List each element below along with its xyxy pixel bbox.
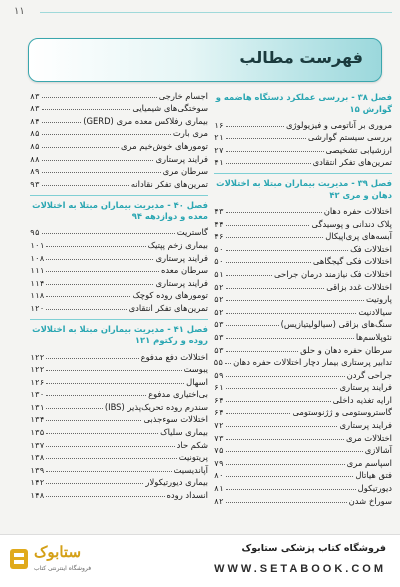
toc-entry-title: نئوپلاسم‌ها (355, 331, 392, 342)
toc-entry-title: آپاندیسیت (173, 464, 208, 475)
dot-leader (46, 471, 171, 472)
toc-entry[interactable] (214, 266, 392, 279)
toc-entry[interactable] (214, 130, 392, 143)
toc-entry[interactable] (214, 417, 392, 430)
toc-entry-page: ۲۱ (214, 133, 224, 143)
toc-entry-title: تمرین‌های تفکر انتقادی (128, 302, 208, 313)
dot-leader (226, 163, 311, 164)
toc-entry[interactable] (30, 387, 208, 400)
toc-entry[interactable] (30, 487, 208, 500)
toc-entry-page: ۱۳۴ (30, 415, 45, 425)
toc-entry-title: اختلالات مری (345, 432, 392, 443)
toc-entry[interactable] (30, 138, 208, 151)
toc-entry[interactable] (214, 480, 392, 493)
toc-entry[interactable] (214, 241, 392, 254)
toc-entry-title: آبسه‌های پری‌اپیکال (325, 231, 392, 242)
toc-entry-title: سنگ‌های بزاقی (سیالولیتیازیس) (280, 319, 392, 330)
toc-entry-title: تدابیر پرستاری بیمار دچار اختلالات حفره دهان (233, 357, 392, 368)
dot-leader (46, 309, 126, 310)
toc-entry-title: مری بارت (172, 128, 208, 139)
toc-entry-page: ۱۲۲ (30, 352, 45, 362)
toc-entry-page: ۵۰ (214, 244, 224, 254)
toc-entry-page: ۲۷ (214, 145, 224, 155)
toc-entry[interactable] (214, 367, 392, 380)
section-divider (30, 319, 208, 320)
toc-entry-page: ۱۱۴ (30, 278, 45, 288)
toc-entry-title: بیماری دیورتیکولار (145, 477, 208, 488)
dot-leader (226, 138, 306, 139)
dot-leader (46, 496, 164, 497)
toc-entry-title: بیماری زخم پپتیک (147, 239, 208, 250)
chapter-heading: فصل ۴۰ - مدیریت بیماران مبتلا به اختلالات معده و دوازدهه ۹۴ (32, 199, 208, 222)
toc-entry-page: ۱۱۱ (30, 266, 45, 276)
dot-leader (226, 388, 338, 389)
toc-entry-page: ۸۰ (214, 471, 224, 481)
toc-entry-title: اختلالات حفره دهان (323, 205, 392, 216)
toc-entry-page: ۴۳ (214, 206, 224, 216)
store-name: فروشگاه کتاب پزشکی ستابوک (241, 543, 386, 554)
toc-entry[interactable] (214, 142, 392, 155)
toc-entry-title: فرایند پرستاری (339, 382, 392, 393)
dot-leader (226, 401, 331, 402)
dot-leader (46, 296, 130, 297)
toc-entry-page: ۸۱ (214, 484, 224, 494)
toc-entry-page: ۸۹ (30, 167, 40, 177)
dot-leader (226, 439, 344, 440)
toc-entry[interactable] (214, 229, 392, 242)
dot-leader (46, 358, 138, 359)
dot-leader (226, 464, 345, 465)
dot-leader (42, 109, 131, 110)
toc-entry-title: سوراخ شدن (348, 495, 392, 506)
toc-entry[interactable] (214, 317, 392, 330)
dot-leader (226, 212, 322, 213)
dot-leader (226, 300, 364, 301)
toc-entry[interactable] (30, 275, 208, 288)
toc-entry-page: ۱۲۰ (30, 303, 45, 313)
dot-leader (226, 502, 347, 503)
toc-entry[interactable] (30, 412, 208, 425)
toc-entry-title: انسداد روده (166, 490, 208, 501)
toc-entry[interactable] (214, 392, 392, 405)
toc-entry-page: ۵۲ (214, 295, 224, 305)
dot-leader (42, 185, 129, 186)
toc-entry[interactable] (214, 304, 392, 317)
dot-leader (226, 237, 324, 238)
toc-entry[interactable] (30, 263, 208, 276)
toc-entry-title: گاستروستومی و ژژنوستومی (292, 407, 392, 418)
dot-leader (46, 420, 141, 421)
dot-leader (42, 233, 175, 234)
top-rule (40, 12, 392, 13)
toc-entry-title: ارزشیابی تشخیصی (325, 144, 392, 155)
toc-entry-page: ۴۶ (214, 232, 224, 242)
toc-entry[interactable] (30, 113, 208, 126)
dot-leader (226, 126, 284, 127)
toc-entry-page: ۱۲۲ (30, 365, 45, 375)
toc-column-right (214, 88, 392, 506)
dot-leader (226, 151, 324, 152)
toc-entry-page: ۷۳ (214, 433, 224, 443)
dot-leader (46, 483, 143, 484)
dot-leader (46, 395, 146, 396)
dot-leader (226, 325, 279, 326)
toc-entry[interactable] (214, 405, 392, 418)
toc-entry-page: ۵۰ (214, 257, 224, 267)
toc-entry-page: ۹۳ (30, 179, 40, 189)
toc-entry-title: بررسی سیستم گوارشی (307, 132, 392, 143)
toc-entry-title: فرایند پرستاری (155, 252, 208, 263)
toc-entry-title: بیماری سلیاک (160, 427, 208, 438)
toc-entry[interactable] (214, 380, 392, 393)
page-title: فهرست مطالب (239, 48, 363, 67)
chapter-heading: فصل ۳۹ - مدیریت بیماران مبتلا به اختلالات دهان و مری ۴۲ (216, 178, 392, 200)
dot-leader (226, 376, 345, 377)
logo-wordmark: ستابوک (34, 544, 82, 561)
chapter-heading: فصل ۳۸ - بررسی عملکرد دستگاه هاضمه و گوارش ۱۵ (215, 92, 392, 114)
toc-entry-title: گاستریت (176, 227, 208, 238)
toc-entry[interactable] (214, 455, 392, 468)
toc-entry-page: ۵۹ (214, 370, 224, 380)
toc-entry-page: ۱۰۱ (30, 240, 45, 250)
toc-entry-page: ۱۳۸ (30, 453, 45, 463)
toc-entry[interactable] (30, 424, 208, 437)
toc-entry-page: ۱۳۵ (30, 428, 45, 438)
dot-leader (42, 160, 154, 161)
dot-leader (46, 383, 184, 384)
toc-entry[interactable] (30, 237, 208, 250)
dot-leader (226, 288, 325, 289)
section-divider (30, 195, 208, 196)
title-banner (28, 38, 382, 82)
toc-entry[interactable] (30, 437, 208, 450)
toc-entry-title: اختلالات دفع مدفوع (140, 351, 208, 362)
toc-entry[interactable] (30, 374, 208, 387)
toc-entry-page: ۸۸ (30, 154, 40, 164)
toc-entry-title: سیالادنیت (358, 306, 392, 317)
dot-leader (226, 426, 338, 427)
toc-entry-title: اجسام خارجی (158, 90, 208, 101)
dot-leader (46, 246, 145, 247)
toc-entry-page: ۱۰۸ (30, 253, 45, 263)
dot-leader (46, 284, 153, 285)
toc-entry-page: ۸۳ (30, 91, 40, 101)
toc-entry-title: اختلالات فکی گیجگاهی (312, 256, 392, 267)
toc-entry[interactable] (30, 349, 208, 362)
toc-entry-page: ۸۲ (214, 496, 224, 506)
toc-entry-page: ۱۳۹ (30, 465, 45, 475)
toc-entry-page: ۱۲۶ (30, 377, 45, 387)
toc-entry[interactable] (30, 250, 208, 263)
toc-entry[interactable] (214, 117, 392, 130)
toc-entry[interactable] (30, 164, 208, 177)
toc-entry[interactable] (214, 216, 392, 229)
toc-entry-page: ۹۵ (30, 228, 40, 238)
toc-entry[interactable] (30, 225, 208, 238)
toc-entry[interactable] (214, 155, 392, 168)
toc-entry-page: ۵۳ (214, 320, 224, 330)
toc-entry-page: ۵۲ (214, 307, 224, 317)
toc-entry[interactable] (30, 88, 208, 101)
toc-entry-title: آشالازی (364, 445, 392, 456)
toc-entry-title: بی‌اختیاری مدفوع (148, 389, 208, 400)
dot-leader (226, 451, 363, 452)
toc-entry-title: اختلالات فک (350, 243, 392, 254)
toc-entry[interactable] (30, 362, 208, 375)
toc-entry-page: ۷۹ (214, 458, 224, 468)
toc-entry-title: مروری بر آناتومی و فیزیولوژی (285, 119, 392, 130)
toc-entry[interactable] (30, 151, 208, 164)
toc-entry[interactable] (214, 292, 392, 305)
toc-entry[interactable] (214, 493, 392, 506)
toc-entry-page: ۵۲ (214, 282, 224, 292)
dot-leader (46, 370, 181, 371)
toc-entry-title: سرطان حفره دهان و حلق (300, 344, 392, 355)
toc-entry-title: بیماری رفلاکس معده مری (GERD) (83, 115, 208, 126)
toc-entry-title: دیورتیکول (357, 483, 392, 494)
toc-entry-title: ارایه تغذیه داخلی (332, 394, 392, 405)
dot-leader (225, 363, 231, 364)
publisher-footer (0, 534, 400, 587)
toc-entry[interactable] (30, 126, 208, 139)
dot-leader (226, 489, 356, 490)
toc-entry-page: ۱۳۷ (30, 440, 45, 450)
dot-leader (226, 338, 354, 339)
toc-entry-page: ۵۳ (214, 345, 224, 355)
dot-leader (42, 147, 119, 148)
chapter-heading: فصل ۴۱ - مدیریت بیماران مبتلا به اختلالات روده و رکتوم ۱۲۱ (32, 323, 208, 346)
toc-entry[interactable] (214, 203, 392, 216)
toc-entry-page: ۵۳ (214, 332, 224, 342)
toc-entry[interactable] (214, 443, 392, 456)
toc-entry[interactable] (30, 288, 208, 301)
toc-entry-title: شکم حاد (176, 439, 208, 450)
toc-entry[interactable] (214, 279, 392, 292)
toc-entry-page: ۱۳۱ (30, 402, 45, 412)
dot-leader (46, 446, 174, 447)
dot-leader (46, 458, 176, 459)
toc-entry-page: ۴۱ (214, 158, 224, 168)
dot-leader (42, 122, 82, 123)
toc-entry-title: تومورهای خوش‌خیم مری (120, 140, 208, 151)
toc-entry[interactable] (30, 176, 208, 189)
toc-entry-title: تمرین‌های تفکر نقادانه (130, 178, 208, 189)
toc-entry-page: ۸۳ (30, 104, 40, 114)
toc-entry-page: ۷۵ (214, 446, 224, 456)
toc-entry-page: ۴۴ (214, 219, 224, 229)
dot-leader (42, 134, 171, 135)
dot-leader (46, 408, 102, 409)
toc-entry[interactable] (30, 450, 208, 463)
dot-leader (226, 262, 311, 263)
toc-entry-title: پریتونیت (178, 452, 208, 463)
toc-entry-title: اختلالات غدد بزاقی (326, 281, 392, 292)
toc-entry-title: سرطان مری (162, 166, 208, 177)
dot-leader (46, 433, 158, 434)
dot-leader (46, 271, 159, 272)
dot-leader (226, 313, 357, 314)
toc-entry-title: تومورهای روده کوچک (132, 290, 208, 301)
dot-leader (226, 250, 349, 251)
toc-entry[interactable] (214, 430, 392, 443)
toc-entry-title: سوختگی‌های شیمیایی (132, 103, 208, 114)
toc-entry-title: فتق هیاتال (355, 470, 392, 481)
toc-entry[interactable] (214, 468, 392, 481)
toc-entry-title: فرایند پرستاری (155, 153, 208, 164)
store-url: WWW.SETABOOK.COM (214, 563, 386, 575)
toc-entry-page: ۱۴۸ (30, 491, 45, 501)
toc-entry-page: ۵۱ (214, 269, 224, 279)
toc-entry-page: ۸۴ (30, 116, 40, 126)
toc-entry[interactable] (214, 254, 392, 267)
dot-leader (226, 225, 310, 226)
logo-subtitle: فروشگاه اینترنتی کتاب (34, 565, 92, 572)
toc-entry-page: ۶۱ (214, 383, 224, 393)
toc-entry-title: سندرم روده تحریک‌پذیر (IBS) (104, 401, 208, 412)
toc-entry[interactable] (214, 342, 392, 355)
toc-entry-page: ۶۴ (214, 408, 224, 418)
toc-entry[interactable] (214, 329, 392, 342)
toc-entry[interactable] (30, 475, 208, 488)
dot-leader (226, 275, 272, 276)
toc-entry-title: فرایند پرستاری (339, 420, 392, 431)
toc-entry-page: ۱۳۰ (30, 390, 45, 400)
toc-entry[interactable] (30, 300, 208, 313)
toc-entry-page: ۵۵ (213, 358, 224, 368)
toc-entry-title: پلاک دندانی و پوسیدگی (311, 218, 392, 229)
toc-entry-page: ۱۴۲ (30, 478, 45, 488)
dot-leader (226, 413, 291, 414)
dot-leader (226, 351, 298, 352)
toc-entry-title: سرطان معده (161, 265, 208, 276)
toc-entry-title: یبوست (183, 364, 208, 375)
toc-entry-title: اسپاسم مری (346, 457, 392, 468)
toc-entry-title: تمرین‌های تفکر انتقادی (312, 157, 392, 168)
section-divider (214, 173, 392, 174)
toc-entry-page: ۱۱۸ (30, 291, 45, 301)
dot-leader (42, 172, 161, 173)
toc-entry-title: اسهال (186, 376, 208, 387)
toc-entry[interactable] (30, 399, 208, 412)
toc-column-left (30, 88, 208, 500)
toc-entry-title: اختلالات سوءجذبی (143, 414, 208, 425)
toc-entry-title: اختلالات فک نیازمند درمان جراحی (274, 268, 392, 279)
toc-entry-page: ۸۵ (30, 129, 40, 139)
page-number: ۱۱ (14, 6, 25, 17)
dot-leader (226, 476, 354, 477)
toc-entry-page: ۶۴ (214, 395, 224, 405)
dot-leader (42, 97, 157, 98)
toc-entry-title: پاروتیت (365, 294, 392, 305)
toc-entry-page: ۱۶ (214, 120, 224, 130)
toc-entry-title: فرایند پرستاری (155, 277, 208, 288)
toc-entry-page: ۸۵ (30, 141, 40, 151)
dot-leader (46, 259, 153, 260)
toc-entry[interactable] (30, 101, 208, 114)
toc-entry-page: ۷۲ (214, 421, 224, 431)
toc-entry[interactable] (214, 355, 392, 368)
toc-entry-title: جراحی گردن (346, 369, 392, 380)
toc-entry[interactable] (30, 462, 208, 475)
